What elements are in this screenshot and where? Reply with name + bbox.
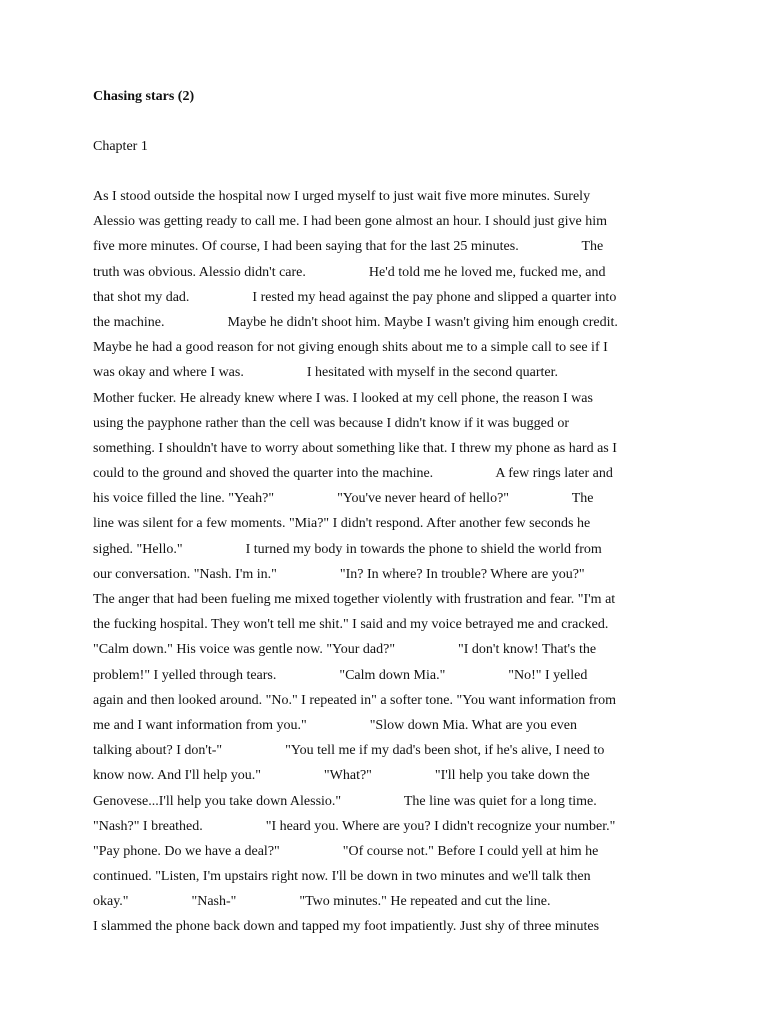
text-line: me and I want information from you." "Slow down Mia. What are you even	[93, 717, 577, 733]
text-line: "Nash?" I breathed. "I heard you. Where are you? I didn't recognize your number."	[93, 818, 616, 834]
text-line: that shot my dad. I rested my head against the pay phone and slipped a quarter into	[93, 289, 617, 305]
text-line: "Calm down." His voice was gentle now. "Your dad?" "I don't know! That's the	[93, 642, 597, 658]
text-line: his voice filled the line. "Yeah?" "You've never heard of hello?" The	[93, 491, 594, 507]
body-text	[93, 187, 673, 943]
text-line: five more minutes. Of course, I had been saying that for the last 25 minutes. The	[93, 239, 604, 255]
text-line: problem!" I yelled through tears. "Calm down Mia." "No!" I yelled	[93, 667, 588, 683]
text-line: As I stood outside the hospital now I urged myself to just wait five more minutes. Surely	[93, 189, 591, 204]
text-line: Maybe he had a good reason for not giving enough shits about me to a simple call to see if I	[93, 340, 608, 356]
text-line: continued. "Listen, I'm upstairs right now. I'll be down in two minutes and we'll talk then	[93, 869, 591, 885]
text-line: Mother fucker. He already knew where I was. I looked at my cell phone, the reason I was	[93, 390, 593, 406]
text-line: using the payphone rather than the cell was because I didn't know if it was bugged or	[93, 415, 570, 431]
text-line: the machine. Maybe he didn't shoot him. Maybe I wasn't giving him enough credit.	[93, 314, 618, 330]
text-line: our conversation. "Nash. I'm in." "In? In where? In trouble? Where are you?"	[93, 566, 585, 582]
text-line: truth was obvious. Alessio didn't care. He'd told me he loved me, fucked me, and	[93, 264, 606, 280]
text-line: talking about? I don't-" "You tell me if my dad's been shot, if he's alive, I need to	[93, 743, 605, 759]
text-line: sighed. "Hello." I turned my body in towards the phone to shield the world from	[93, 541, 602, 557]
text-line: Genovese...I'll help you take down Alessio." The line was quiet for a long time.	[93, 793, 597, 809]
text-line: The anger that had been fueling me mixed together violently with frustration and fear. "I'm at	[93, 592, 616, 607]
text-line: was okay and where I was. I hesitated with myself in the second quarter.	[93, 365, 558, 381]
text-line: I slammed the phone back down and tapped my foot impatiently. Just shy of three minutes	[93, 919, 600, 935]
text-line: okay." "Nash-" "Two minutes." He repeated and cut the line.	[93, 894, 551, 910]
chapter-heading: Chapter 1	[93, 139, 148, 154]
text-line: again and then looked around. "No." I repeated in" a softer tone. "You want information from	[93, 692, 616, 708]
text-line: the fucking hospital. They won't tell me shit." I said and my voice betrayed me and cracked.	[93, 617, 609, 633]
text-line: know now. And I'll help you." "What?" "I'll help you take down the	[93, 768, 590, 784]
text-line: Alessio was getting ready to call me. I had been gone almost an hour. I should just give him	[93, 214, 608, 230]
document-title: Chasing stars (2)	[93, 89, 195, 104]
text-line: "Pay phone. Do we have a deal?" "Of course not." Before I could yell at him he	[93, 843, 599, 859]
text-line: something. I shouldn't have to worry about something like that. I threw my phone as hard as I	[93, 440, 617, 456]
text-line: line was silent for a few moments. "Mia?" I didn't respond. After another few seconds he	[93, 516, 591, 532]
text-line: could to the ground and shoved the quarter into the machine. A few rings later and	[93, 466, 613, 482]
